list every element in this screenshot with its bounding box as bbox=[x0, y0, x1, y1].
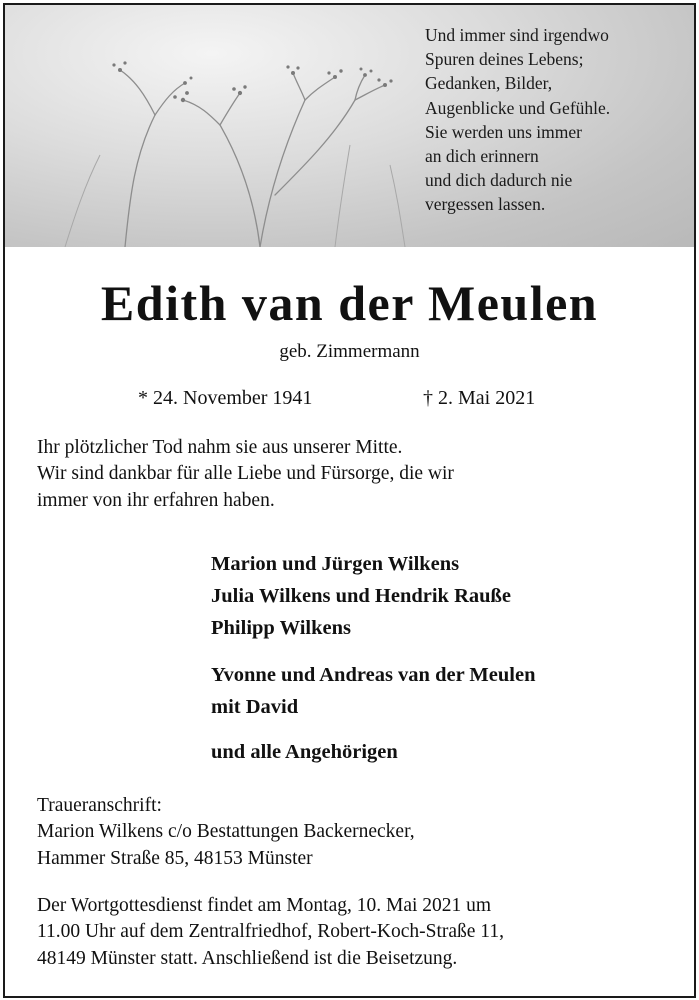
poem-quote bbox=[425, 23, 690, 217]
family-member: Marion und Jürgen Wilkens bbox=[211, 553, 460, 575]
quote-line: Und immer sind irgendwo bbox=[425, 25, 609, 45]
family-member: mit David bbox=[211, 696, 299, 718]
quote-line: und dich dadurch nie bbox=[425, 170, 573, 191]
mourning-address bbox=[37, 793, 677, 872]
memorial-message bbox=[37, 435, 677, 514]
address-line: Marion Wilkens c/o Bestattungen Backernecker, bbox=[37, 821, 415, 843]
quote-line: an dich erinnern bbox=[425, 146, 539, 167]
header-photo bbox=[5, 5, 694, 247]
obituary-notice bbox=[3, 3, 696, 998]
quote-line: Augenblicke und Gefühle. bbox=[425, 97, 611, 118]
maiden-name: geb. Zimmermann bbox=[279, 341, 420, 362]
family-member: Yvonne und Andreas van der Meulen bbox=[211, 664, 536, 686]
address-line: Hammer Straße 85, 48153 Münster bbox=[37, 847, 313, 869]
family-member: Julia Wilkens und Hendrik Rauße bbox=[211, 585, 512, 607]
life-dates bbox=[5, 384, 694, 412]
quote-line: Spuren deines Lebens; bbox=[425, 49, 584, 70]
death-date: † 2. Mai 2021 bbox=[423, 387, 536, 409]
birth-date: * 24. November 1941 bbox=[138, 387, 313, 409]
message-line: immer von ihr erfahren haben. bbox=[37, 489, 275, 511]
message-line: Wir sind dankbar für alle Liebe und Fürsorge, die wir bbox=[37, 463, 454, 485]
family-group-wilkens bbox=[211, 548, 681, 644]
service-line: 48149 Münster statt. Anschließend ist die Beisetzung. bbox=[37, 947, 458, 969]
service-line: Der Wortgottesdienst findet am Montag, 10. Mai 2021 um bbox=[37, 895, 492, 916]
address-line: Traueranschrift: bbox=[37, 795, 162, 816]
family-group-relatives bbox=[211, 736, 681, 768]
quote-line: Gedanken, Bilder, bbox=[425, 73, 553, 94]
family-member: und alle Angehörigen bbox=[211, 741, 398, 763]
deceased-name: Edith van der Meulen bbox=[100, 275, 599, 331]
service-line: 11.00 Uhr auf dem Zentralfriedhof, Robert-Koch-Straße 11, bbox=[37, 921, 504, 943]
service-info bbox=[37, 893, 677, 972]
quote-line: vergessen lassen. bbox=[425, 194, 546, 215]
family-member: Philipp Wilkens bbox=[211, 617, 351, 639]
family-group-van-der-meulen bbox=[211, 659, 681, 723]
message-line: Ihr plötzlicher Tod nahm sie aus unserer Mitte. bbox=[37, 437, 403, 458]
quote-line: Sie werden uns immer bbox=[425, 121, 582, 142]
